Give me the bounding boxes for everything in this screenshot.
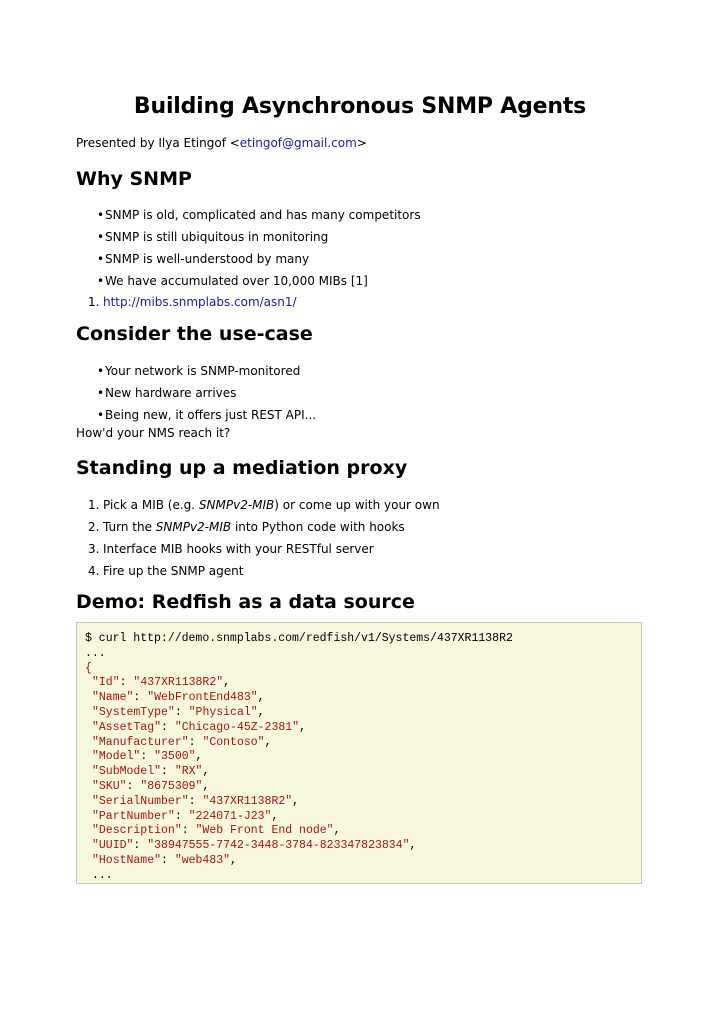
code-value: "437XR1138R2"	[202, 794, 293, 808]
code-key: "Model"	[92, 750, 141, 764]
author-email-link[interactable]: etingof@gmail.com	[239, 136, 357, 150]
code-value: "3500"	[154, 750, 196, 764]
code-value: "38947555-7742-3448-3784-823347823834"	[147, 839, 410, 853]
code-key: "SubModel"	[92, 765, 162, 779]
code-key: "Id"	[92, 676, 120, 690]
why-snmp-footnotes	[76, 295, 297, 317]
code-open-brace: {	[85, 661, 92, 675]
use-case-question: How'd your NMS reach it?	[76, 426, 231, 440]
code-line: "PartNumber": "224071-J23",	[92, 809, 279, 823]
list-item: •Being new, it offers just REST API...	[97, 408, 317, 422]
code-value: "8675309"	[140, 779, 203, 793]
heading-use-case: Consider the use-case	[76, 323, 313, 345]
code-value: "Web Front End node"	[195, 824, 334, 838]
code-value: "Physical"	[188, 705, 258, 719]
code-key: "SystemType"	[92, 705, 175, 719]
why-snmp-list	[76, 208, 421, 296]
code-key: "Description"	[92, 824, 182, 838]
code-line: "SerialNumber": "437XR1138R2",	[92, 794, 300, 808]
byline	[76, 136, 367, 150]
code-line: "HostName": "web483",	[92, 853, 237, 867]
heading-demo: Demo: Redfish as a data source	[76, 591, 415, 613]
code-line: "Manufacturer": "Contoso",	[92, 735, 272, 749]
list-item: •SNMP is well-understood by many	[97, 252, 310, 266]
code-key: "AssetTag"	[92, 720, 162, 734]
code-value: "437XR1138R2"	[133, 676, 224, 690]
code-ellipsis: ...	[85, 646, 106, 660]
list-item: •We have accumulated over 10,000 MIBs [1]	[97, 274, 368, 288]
list-item: 4. Fire up the SNMP agent	[88, 564, 244, 578]
proxy-steps	[76, 498, 440, 586]
code-key: "SerialNumber"	[92, 794, 189, 808]
code-key: "HostName"	[92, 853, 162, 867]
footnote-item: 1. http://mibs.snmplabs.com/asn1/	[88, 295, 297, 309]
code-line: "Model": "3500",	[92, 750, 203, 764]
code-value: "Contoso"	[202, 735, 265, 749]
code-block	[76, 622, 642, 884]
code-key: "PartNumber"	[92, 809, 175, 823]
code-value: "Chicago-45Z-2381"	[174, 720, 300, 734]
code-command: $ curl http://demo.snmplabs.com/redfish/v1/Systems/437XR1138R2	[85, 632, 513, 645]
code-key: "Manufacturer"	[92, 735, 189, 749]
code-value: "web483"	[174, 853, 231, 867]
code-line: "Name": "WebFrontEnd483",	[92, 691, 265, 705]
code-ellipsis: ...	[92, 868, 113, 882]
list-item: 2. Turn the SNMPv2-MIB into Python code with hooks	[88, 520, 405, 534]
code-line: "Id": "437XR1138R2",	[92, 676, 231, 690]
page-title: Building Asynchronous SNMP Agents	[133, 94, 587, 119]
code-line: "SubModel": "RX",	[92, 765, 210, 779]
code-line: "SystemType": "Physical",	[92, 705, 265, 719]
list-item: 1. Pick a MIB (e.g. SNMPv2-MIB) or come up with your own	[88, 498, 440, 512]
code-line: "UUID": "38947555-7742-3448-3784-823347823834",	[92, 839, 417, 853]
list-item: •SNMP is old, complicated and has many competitors	[97, 208, 421, 222]
list-item: •Your network is SNMP-monitored	[97, 364, 301, 378]
list-item: •New hardware arrives	[97, 386, 237, 400]
code-value: "224071-J23"	[188, 809, 272, 823]
byline-prefix: Presented by Ilya Etingof <	[76, 136, 240, 150]
byline-suffix: >	[356, 136, 367, 150]
code-value: "RX"	[174, 765, 203, 779]
code-value: "WebFrontEnd483"	[147, 691, 258, 705]
heading-mediation-proxy: Standing up a mediation proxy	[76, 457, 408, 479]
heading-why-snmp: Why SNMP	[76, 168, 192, 190]
list-item: 3. Interface MIB hooks with your RESTful server	[88, 542, 374, 556]
use-case-list	[76, 364, 316, 430]
list-item: •SNMP is still ubiquitous in monitoring	[97, 230, 329, 244]
mibs-link[interactable]: http://mibs.snmplabs.com/asn1/	[103, 295, 297, 309]
code-key: "SKU"	[92, 779, 127, 793]
code-key: "Name"	[92, 691, 134, 705]
code-line: "SKU": "8675309",	[92, 779, 210, 793]
code-key: "UUID"	[92, 839, 134, 853]
code-line: "AssetTag": "Chicago-45Z-2381",	[92, 720, 306, 734]
code-line: "Description": "Web Front End node",	[92, 824, 341, 838]
